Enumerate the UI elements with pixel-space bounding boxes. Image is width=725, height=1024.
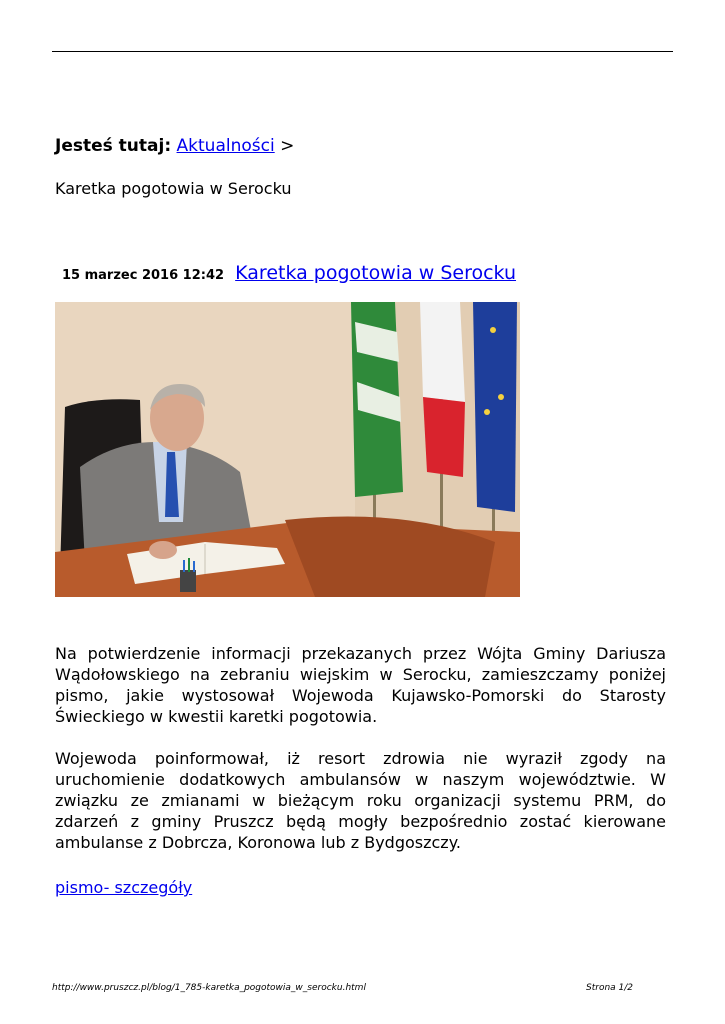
article-photo (55, 302, 520, 597)
breadcrumb (55, 134, 294, 158)
breadcrumb-link-aktualnosci[interactable]: Aktualności (176, 136, 275, 156)
paragraph: Wojewoda poinformował, iż resort zdrowia nie wyraził zgody na uruchomienie dodatkowych ambulansów w naszym województwie. W związku ze zmianami w bieżącym roku organizacji systemu PRM, do zdarzeń z gminy Pruszcz będą mogły bezpośrednio zostać kierowane ambulanse z Dobrcza, Koronowa lub z Bydgoszczy. (55, 749, 666, 852)
post-date: 15 marzec 2016 12:42 (62, 268, 225, 283)
post-meta (62, 262, 516, 284)
top-rule (52, 51, 673, 52)
breadcrumb-separator: > (280, 136, 295, 156)
breadcrumb-prefix: Jesteś tutaj: (55, 136, 172, 156)
paragraph: Na potwierdzenie informacji przekazanych przez Wójta Gminy Dariusza Wądołowskiego na zebraniu wiejskim w Serocku, zamieszczamy poniżej pismo, jakie wystosował Wojewoda Kujawsko-Pomorski do Starosty Świeckiego w kwestii karetki pogotowia. (55, 644, 666, 726)
post-title-link[interactable]: Karetka pogotowia w Serocku (235, 262, 517, 284)
footer-url: http://www.pruszcz.pl/blog/1_785-karetka_pogotowia_w_serocku.html (52, 983, 366, 993)
attachment-link[interactable]: pismo- szczegóły (55, 878, 193, 897)
article-body (55, 643, 666, 874)
page-title: Karetka pogotowia w Serocku (55, 179, 292, 198)
footer-page-number: Strona 1/2 (586, 983, 634, 993)
